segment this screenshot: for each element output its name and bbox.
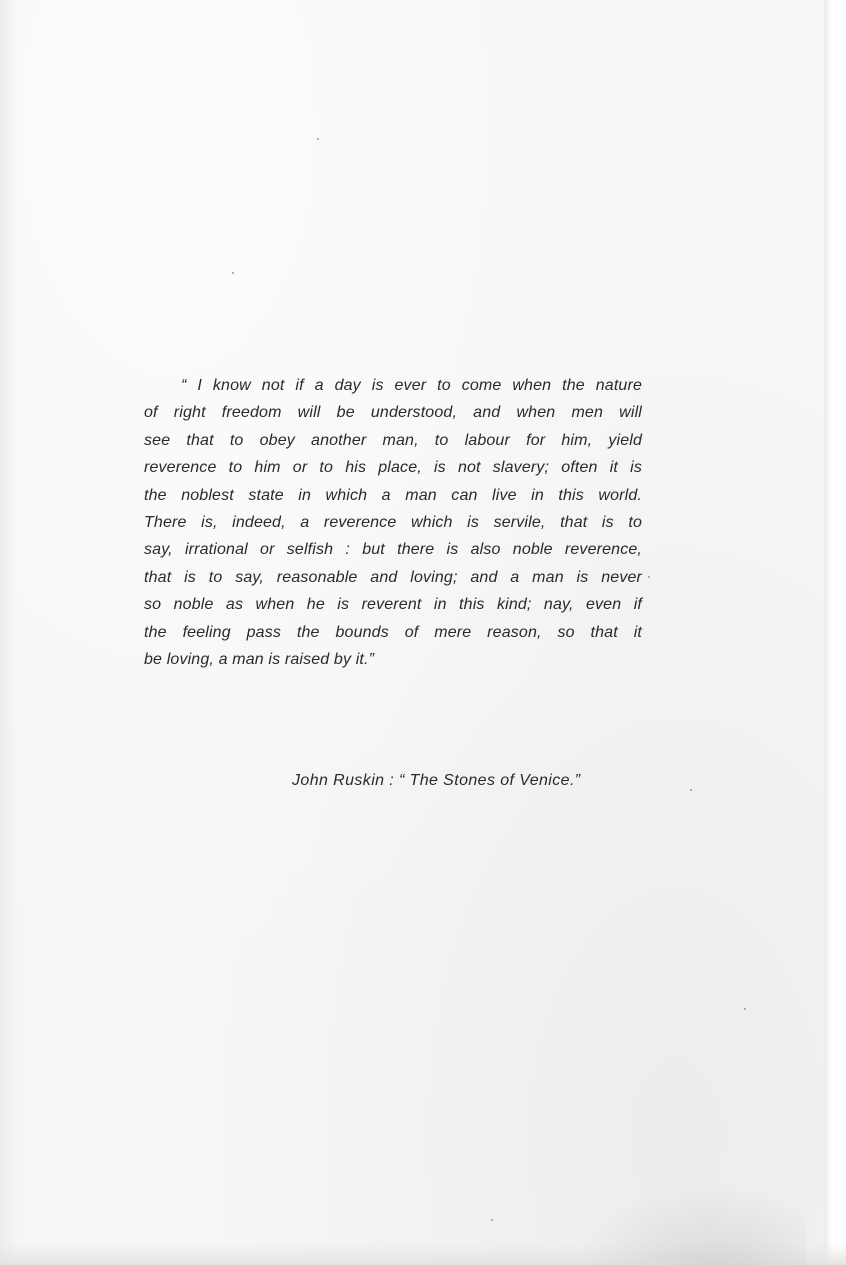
- quote-line: reverence to him or to his place, is not slavery; often it is: [144, 459, 642, 477]
- quote-line: the noblest state in which a man can live in this world.: [144, 486, 642, 504]
- page-right-edge: [824, 0, 846, 1265]
- paper-speck: [690, 789, 692, 791]
- ruskin-quote: [144, 372, 642, 673]
- page-left-edge-shadow: [0, 0, 18, 1265]
- paper-speck: [744, 1008, 746, 1010]
- quote-line: the feeling pass the bounds of mere reason, so that it: [144, 623, 642, 641]
- paper-speck: [648, 576, 650, 578]
- quote-line: that is to say, reasonable and loving; and a man is never: [144, 568, 642, 586]
- quote-line: “ I know not if a day is ever to come when the nature: [181, 377, 642, 394]
- paper-stain: [576, 1185, 806, 1265]
- quote-line: of right freedom will be understood, and when men will: [144, 404, 642, 422]
- quote-line: There is, indeed, a reverence which is servile, that is to: [144, 514, 642, 532]
- quote-attribution: John Ruskin : “ The Stones of Venice.”: [292, 772, 581, 789]
- quote-line: so noble as when he is reverent in this kind; nay, even if: [144, 596, 642, 614]
- quote-line: be loving, a man is raised by it.”: [144, 651, 375, 669]
- paper-speck: [491, 1219, 493, 1221]
- quote-line: say, irrational or selfish : but there is also noble reverence,: [144, 541, 642, 559]
- paper-speck: [232, 272, 234, 274]
- quote-line: see that to obey another man, to labour for him, yield: [144, 431, 642, 449]
- paper-speck: [317, 138, 319, 140]
